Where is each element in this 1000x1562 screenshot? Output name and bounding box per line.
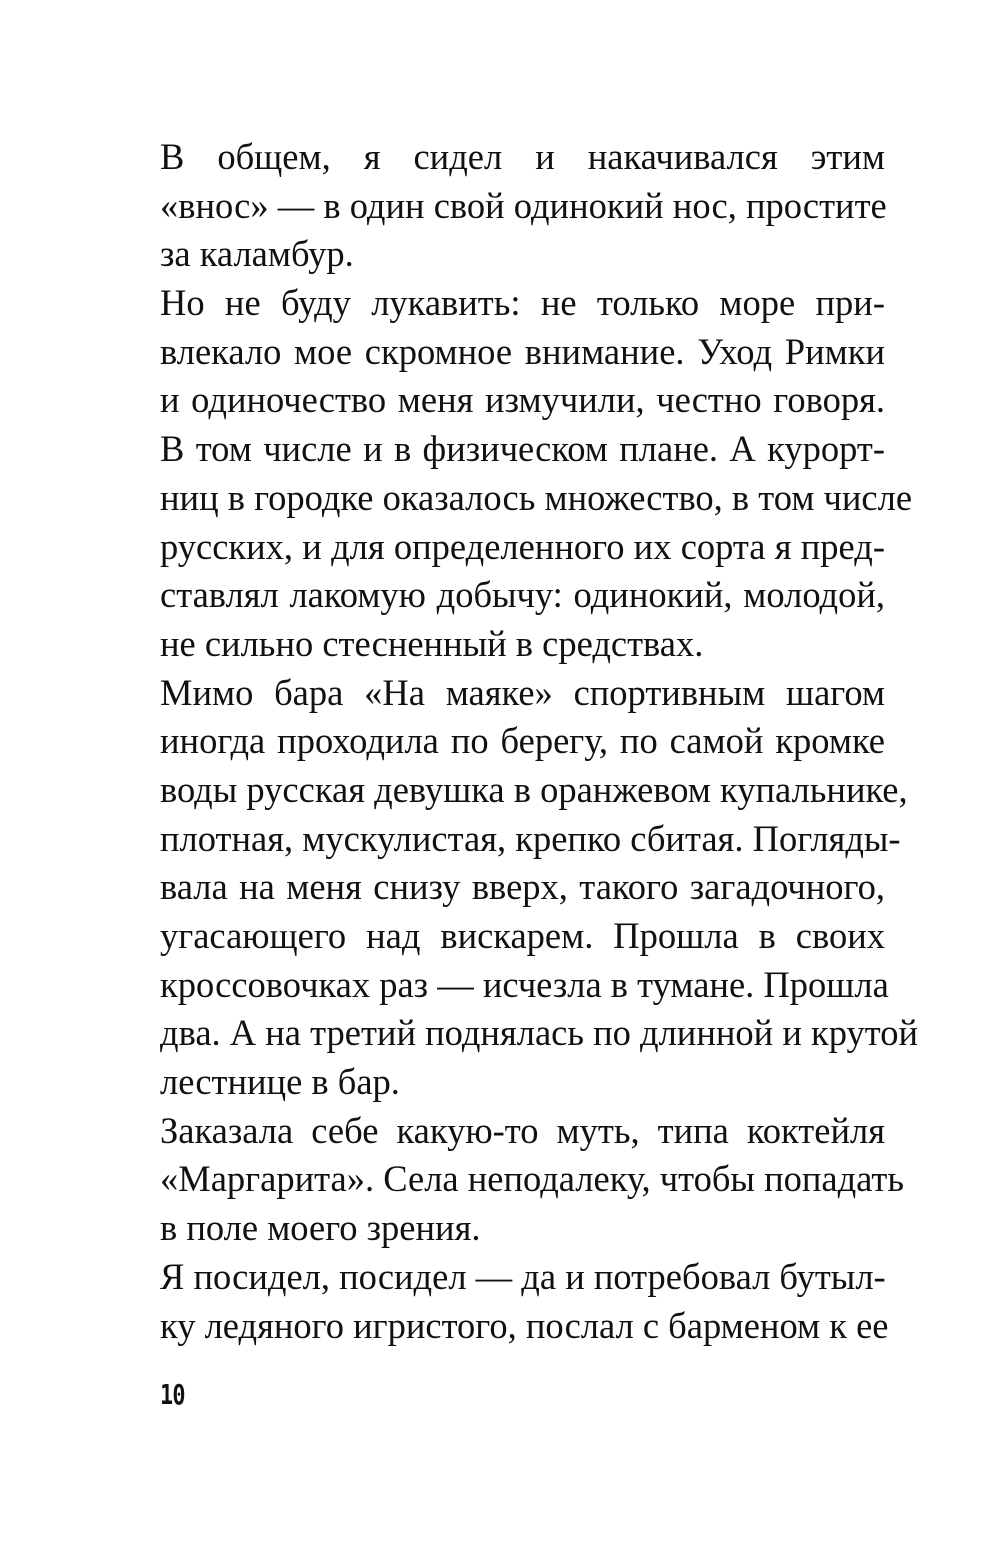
text-line: вала на меня снизу вверх, такого загадочного, [160, 866, 885, 908]
paragraph-2 [160, 279, 913, 669]
text-line: В общем, я сидел и накачивался этим [160, 136, 885, 177]
body-text [160, 133, 918, 1350]
paragraph-5 [160, 1253, 889, 1350]
text-line: иногда проходила по берегу, по самой кромке [160, 720, 885, 762]
text-line: за каламбур. [160, 233, 354, 275]
text-line: кроссовочках раз — исчезла в тумане. Прошла [160, 963, 889, 1005]
text-line: влекало мое скромное внимание. Уход Римки [160, 330, 885, 372]
text-line: Мимо бара «На маяке» спортивным шагом [160, 671, 885, 713]
text-line: В том числе и в физическом плане. А курорт- [160, 428, 885, 470]
text-line: воды русская девушка в оранжевом купальнике, [160, 768, 908, 810]
paragraph-4 [160, 1107, 905, 1253]
text-line: не сильно стесненный в средствах. [160, 622, 704, 664]
text-line: лестнице в бар. [160, 1061, 400, 1103]
text-line: ставлял лакомую добычу: одинокий, молодой, [160, 574, 885, 616]
text-line: «Маргарита». Села неподалеку, чтобы попадать [160, 1158, 905, 1200]
text-line: Заказала себе какую-то муть, типа коктейля [160, 1109, 885, 1151]
page-number: 10 [160, 1378, 185, 1411]
text-line: русских, и для определенного их сорта я пред- [160, 525, 885, 567]
text-line: «внос» — в один свой одинокий нос, простите [160, 184, 887, 226]
text-line: Но не буду лукавить: не только море при- [160, 282, 885, 324]
text-line: два. А на третий поднялась по длинной и крутой [160, 1012, 918, 1054]
text-line: Я посидел, посидел — да и потребовал бутыл- [160, 1255, 886, 1297]
text-line: угасающего над вискарем. Прошла в своих [160, 915, 885, 956]
paragraph-1 [160, 133, 885, 279]
text-line: и одиночество меня измучили, честно говоря. [160, 379, 885, 421]
text-line: ку ледяного игристого, послал с барменом к ее [160, 1304, 889, 1346]
text-line: плотная, мускулистая, крепко сбитая. Погляды- [160, 817, 901, 859]
paragraph-3 [160, 669, 918, 1107]
text-line: ниц в городке оказалось множество, в том числе [160, 476, 913, 518]
text-line: в поле моего зрения. [160, 1207, 481, 1249]
